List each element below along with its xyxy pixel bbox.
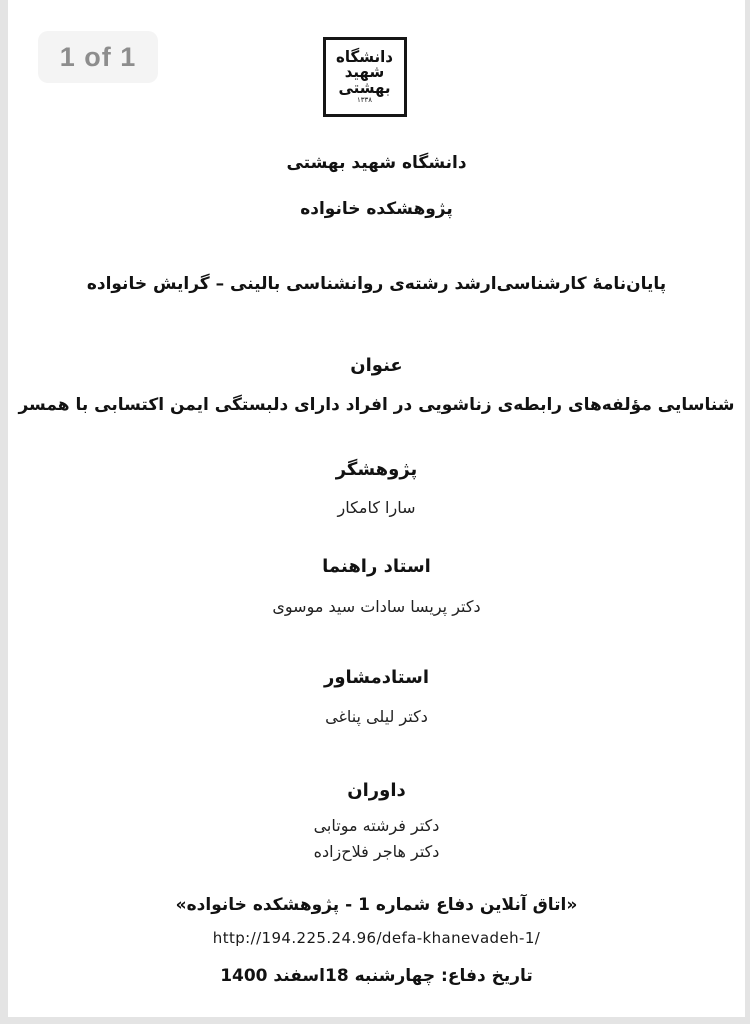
document-page[interactable] <box>8 0 745 1017</box>
supervisor-name: دکتر پریسا سادات سید موسوی <box>272 597 481 616</box>
university-seal-logo <box>323 37 407 117</box>
logo-founding-year: ۱۳۳۸ <box>356 95 373 104</box>
program-line: پایان‌نامهٔ کارشناسی‌ارشد رشته‌ی روانشناسی بالینی – گرایش خانواده <box>86 274 667 294</box>
researcher-name: سارا کامکار <box>337 498 416 517</box>
advisor-label: استادمشاور <box>324 667 429 688</box>
page-indicator-label: 1 of 1 <box>59 41 137 72</box>
defense-date-line: تاریخ دفاع: چهارشنبه 18اسفند 1400 <box>220 966 533 986</box>
institute-name: پژوهشکده خانواده <box>300 199 453 219</box>
referees-label: داوران <box>347 780 406 801</box>
university-name: دانشگاه شهید بهشتی <box>286 153 467 173</box>
page-indicator-badge <box>38 31 158 83</box>
referee-name-1: دکتر فرشته موتابی <box>313 816 440 835</box>
thesis-title: شناسایی مؤلفه‌های رابطه‌ی زناشویی در افراد دارای دلبستگی ایمن اکتسابی با همسر <box>18 395 735 415</box>
title-label: عنوان <box>350 355 403 376</box>
supervisor-label: استاد راهنما <box>322 556 431 577</box>
defense-url: http://194.225.24.96/defa-khanevadeh-1/ <box>212 929 541 947</box>
researcher-label: پژوهشگر <box>335 459 418 480</box>
referee-name-2: دکتر هاجر فلاح‌زاده <box>313 842 440 861</box>
logo-calligraphy-line: بهشتی <box>338 78 391 98</box>
logo-calligraphy-line: دانشگاه <box>336 47 393 67</box>
advisor-name: دکتر لیلی پناغی <box>325 707 428 726</box>
logo-calligraphy-line: شهید <box>344 62 385 82</box>
defense-room-line: «اتاق آنلاین دفاع شماره 1 - پژوهشکده خانواده» <box>175 895 578 915</box>
